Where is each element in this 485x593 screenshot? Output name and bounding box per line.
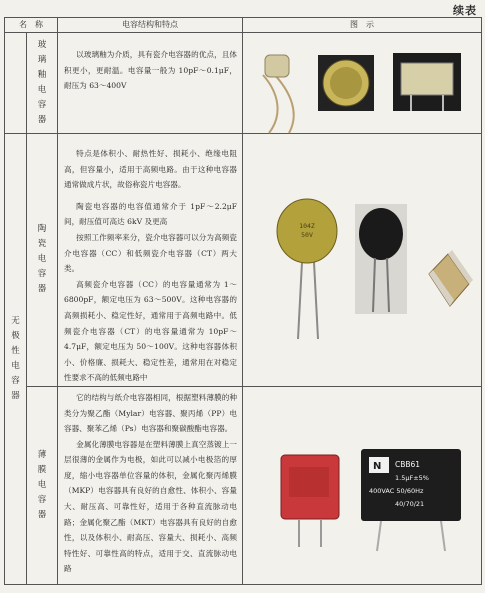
- header-name: 名 称: [5, 18, 58, 33]
- paragraph: 特点是体积小、耐热性好、损耗小、绝缘电阻高，但容量小，适用于高频电路。由于这种电容器通常做成片状，故俗称瓷片电容器。: [64, 149, 237, 190]
- svg-text:N: N: [373, 460, 382, 472]
- row-description-film: [58, 386, 243, 584]
- category-label: 无极性电容器: [11, 316, 20, 401]
- capacitor-table: [4, 17, 482, 585]
- ceramic-disc-capacitor-image: [277, 199, 337, 339]
- row-name-text: 玻璃釉电容器: [37, 40, 47, 125]
- figure-glass-glaze: [243, 33, 482, 134]
- row-name-glass-glaze: [27, 33, 58, 134]
- paragraph: 按照工作频率来分，瓷介电容器可以分为高频瓷介电容器（CC）和低频瓷介电容器（CT）两大类。: [64, 232, 237, 274]
- film-marking-line-3: 400VAC 50/60Hz: [369, 486, 424, 495]
- ceramic-capacitor-photos: [243, 134, 482, 380]
- glaze-capacitor-2-image: [318, 55, 374, 111]
- film-marking-line-2: 1.5μF±5%: [395, 473, 429, 482]
- header-structure: 电容结构和特点: [58, 18, 243, 33]
- glass-glaze-capacitor-photos: [243, 33, 482, 134]
- row-description-ceramic: [58, 134, 243, 387]
- row-description-glass-glaze: [58, 33, 243, 134]
- glaze-capacitor-1-image: [263, 55, 294, 133]
- row-name-text: 陶瓷电容器: [37, 224, 47, 295]
- row-name-film: [27, 386, 58, 584]
- paragraph: 陶瓷电容器的电容值通常介于 1pF～2.2μF 间，耐压值可高达 6kV 及更高: [64, 201, 237, 227]
- paragraph: 它的结构与纸介电容器相同，根据塑料薄膜的种类分为聚乙酯（Mylar）电容器、聚丙烯（PP）电容器、聚苯乙烯（Ps）电容器和聚碳酸酯电容器。: [64, 392, 237, 434]
- continued-label: 续表: [453, 4, 477, 17]
- red-film-capacitor-image: [281, 455, 339, 547]
- disc-marking-line-2: 50V: [301, 231, 313, 239]
- table-row-ceramic: [5, 134, 482, 387]
- disc-marking-line-1: 104Z: [299, 222, 315, 230]
- film-marking-line-4: 40/70/21: [395, 499, 425, 508]
- table-row-film: [5, 386, 482, 584]
- glaze-capacitor-3-image: [393, 53, 461, 111]
- header-figure: 图 示: [243, 18, 482, 33]
- paragraph: 以玻璃釉为介质，具有瓷介电容器的优点，且体积更小，更耐温。电容量一般为 10pF～0.1μF，耐压为 63～400V: [64, 50, 237, 91]
- category-cell: [5, 33, 27, 134]
- category-cell: [5, 134, 27, 585]
- table-row-glass-glaze: [5, 33, 482, 134]
- film-marking-line-1: CBB61: [395, 459, 421, 469]
- row-name-ceramic: [27, 134, 58, 387]
- paragraph: 高频瓷介电容器（CC）的电容量通常为 1～6800pF，额定电压为 63～500V。这种电容器的高频损耗小、稳定性好，通常用于高频电路中。低频瓷介电容器（CT）的电容量通常为 10pF～4.7μF，额定电压为 50～100V。这种电容器体积小、价格廉、损耗大、稳定性差，通常用在对稳定性要求不高的低频电路中: [64, 279, 237, 383]
- paragraph: 金属化薄膜电容器是在塑料薄膜上真空蒸镀上一层很薄的金属作为电极，如此可以减小电极箔的厚度，缩小电容器单位容量的体积，金属化聚丙烯膜（MKP）电容器具有良好的自愈性、体积小、容量大、耐压高、可靠性好，适用于各种直流脉动电路；金属化聚乙酯（MKT）电容器具有良好的自愈性，以及体积小、耐高压、容量大、损耗小、高频特性好、可靠性高的特点，适用于交、直流脉动电路: [64, 439, 237, 574]
- row-name-text: 薄膜电容器: [37, 449, 47, 520]
- ceramic-black-capacitor-image: [355, 204, 407, 314]
- film-capacitor-photos: [243, 387, 482, 593]
- black-film-capacitor-image: [361, 449, 461, 551]
- figure-ceramic: [243, 134, 482, 387]
- table-header-row: [5, 18, 482, 33]
- figure-film: [243, 386, 482, 584]
- ceramic-chip-capacitor-image: [429, 250, 473, 306]
